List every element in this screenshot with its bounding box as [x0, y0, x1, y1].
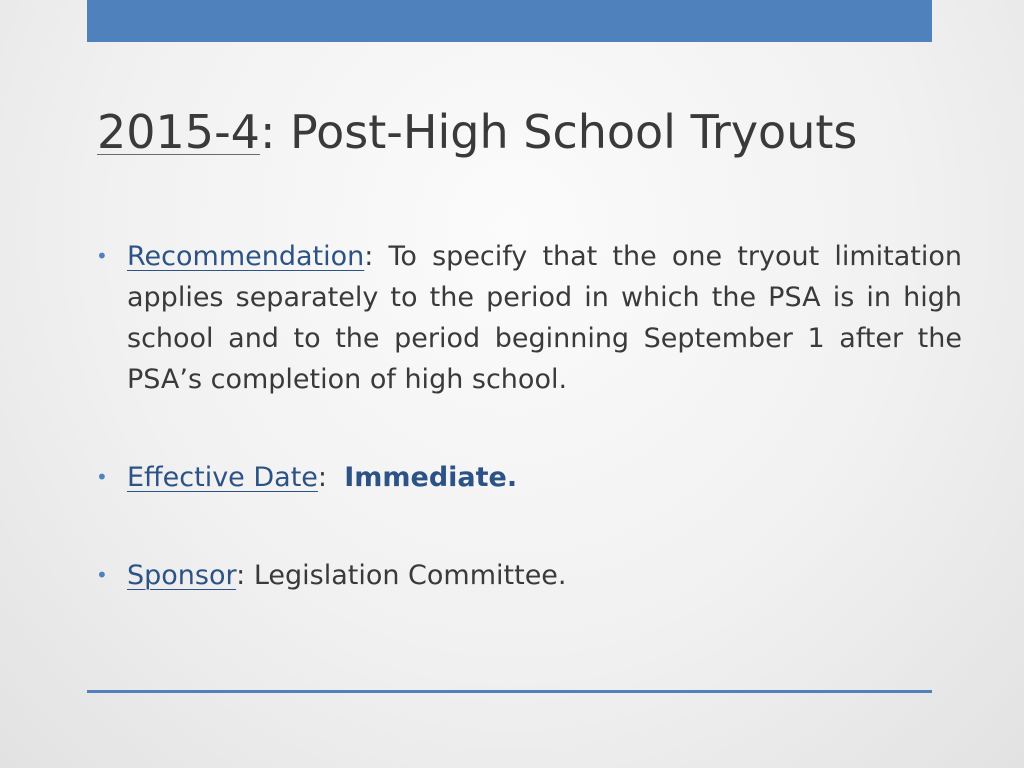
slide-title: [97, 100, 857, 164]
bullet-emphasis: Immediate.: [344, 462, 518, 493]
bullet-text: Legislation Committee.: [245, 560, 567, 591]
bullet-list: [96, 236, 962, 596]
bullet-dot-icon: •: [96, 465, 108, 489]
title-text: Post-High School Tryouts: [275, 105, 858, 159]
bullet-recommendation: [96, 236, 962, 400]
bullet-separator: :: [236, 560, 246, 591]
bullet-lead: Sponsor: [127, 560, 237, 591]
bullet-text: [327, 462, 344, 493]
bullet-separator: :: [364, 241, 374, 272]
bullet-dot-icon: •: [96, 244, 108, 268]
bullet-effective-date: [96, 457, 962, 498]
bullet-sponsor: [96, 555, 962, 596]
top-accent-bar: [87, 0, 932, 42]
title-separator: :: [259, 105, 276, 159]
bullet-separator: :: [317, 462, 328, 493]
title-code: 2015-4: [97, 105, 260, 159]
bullet-lead: Effective Date: [127, 462, 318, 493]
bullet-lead: Recommendation: [127, 241, 365, 272]
bullet-text: To specify that the one tryout limitation applies separately to the period in which the PSA is in high school and to the period beginning September 1 after the PSA’s completion of high school.: [127, 241, 962, 395]
bullet-dot-icon: •: [96, 563, 108, 587]
bottom-divider: [87, 690, 932, 693]
